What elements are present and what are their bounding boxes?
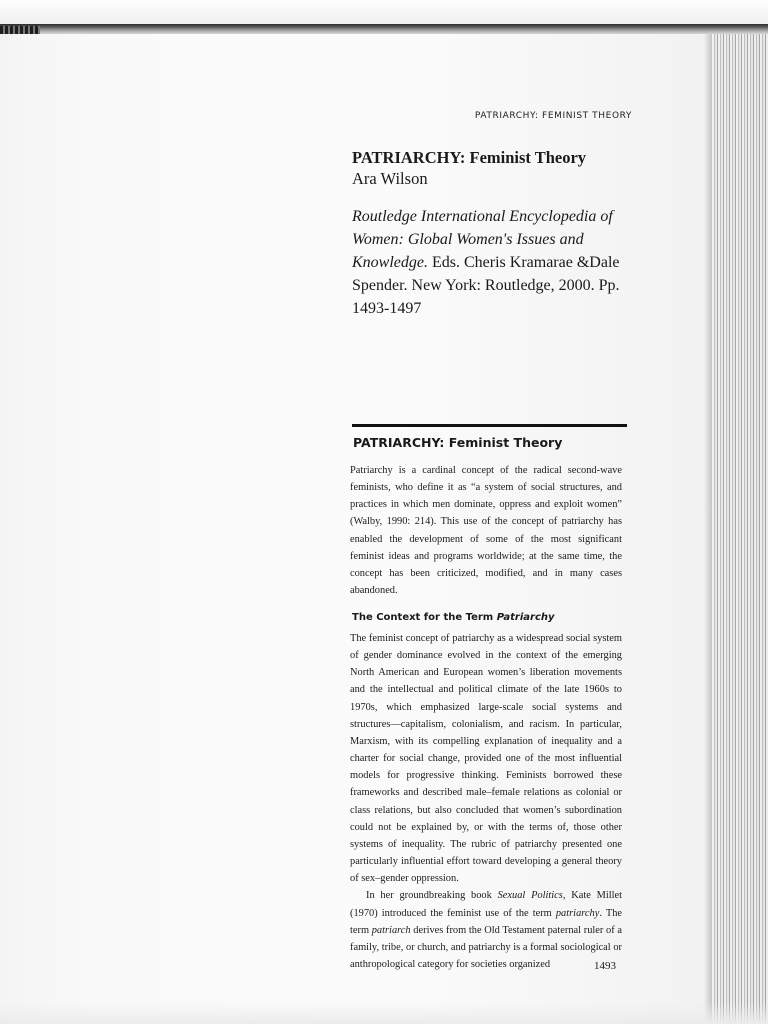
intro-paragraph-text: Patriarchy is a cardinal concept of the radical second-wave feminists, who define it as “a system of social structures, and practices in which men dominate, oppress and exploit women” (Walby, 1990: 214). This use of the concept of patriarchy has enabled the development of some of the most significant feminist ideas and programs worldwide; at the same time, the concept has been criticized, modified, and in many cases abandoned. <box>350 465 622 597</box>
final-paragraph-part1: In her groundbreaking book <box>366 890 498 902</box>
cover-title: PATRIARCHY: Feminist Theory <box>352 148 587 167</box>
intro-paragraph <box>350 462 622 599</box>
article-top-rule <box>352 424 627 427</box>
section-heading-prefix: The Context for the Term <box>352 612 497 623</box>
book-gutter-shadow <box>704 34 712 1024</box>
citation-details: Eds. Cheris Kramarae &Dale Spender. New York: Routledge, 2000. Pp. 1493-1497 <box>352 254 620 317</box>
final-paragraph-part4: derives from the Old Testament paternal ruler of a family, tribe, or church, and patriarchy is a formal sociological or anthropological category for societies organized <box>350 924 622 970</box>
term-patriarch: patriarch <box>371 924 411 936</box>
scan-top-edge-shadow <box>0 24 768 34</box>
scan-bottom-edge <box>0 1002 768 1024</box>
page-number: 1493 <box>594 960 616 972</box>
cover-block <box>352 148 652 320</box>
section-paragraph: The feminist concept of patriarchy as a widespread social system of gender dominance evolved in the context of the emerging North American and European women’s liberation movements and the intellectual and political climate of the late 1960s to 1970s, which emphasized large-scale social systems and structures—capitalism, colonialism, and racism. In particular, Marxism, with its compelling explanation of inequality and a charter for social change, provided one of the most influential models for progressive thinking. Feminists borrowed these frameworks and described male–female relations as colonial or class relations, but also concluded that women’s subordination could not be explained by, or with the terms of, those other systems of inequality. The rubric of patriarchy presented one particularly influential effort toward developing a general theory of sex–gender oppression. <box>350 633 622 885</box>
running-head: PATRIARCHY: FEMINIST THEORY <box>474 111 632 121</box>
article-title: PATRIARCHY: Feminist Theory <box>353 435 563 450</box>
term-patriarchy: patriarchy <box>555 907 600 919</box>
final-paragraph-part3: . The term <box>350 907 622 936</box>
citation-source-title: Routledge International Encyclopedia of Women: Global Women's Issues and Knowledge. <box>352 208 613 271</box>
scan-top-margin <box>0 0 768 24</box>
section-heading-italic: Patriarchy <box>496 612 555 623</box>
final-paragraph-part2: , Kate Millet (1970) introduced the feminist use of the term <box>350 890 622 919</box>
section-heading <box>352 612 555 623</box>
book-title: Sexual Politics <box>497 890 563 902</box>
citation <box>352 205 652 320</box>
scan-top-edge-artifact <box>0 26 40 34</box>
cover-author: Ara Wilson <box>352 169 428 188</box>
section-body <box>350 630 622 973</box>
book-page-edges <box>712 34 768 1024</box>
